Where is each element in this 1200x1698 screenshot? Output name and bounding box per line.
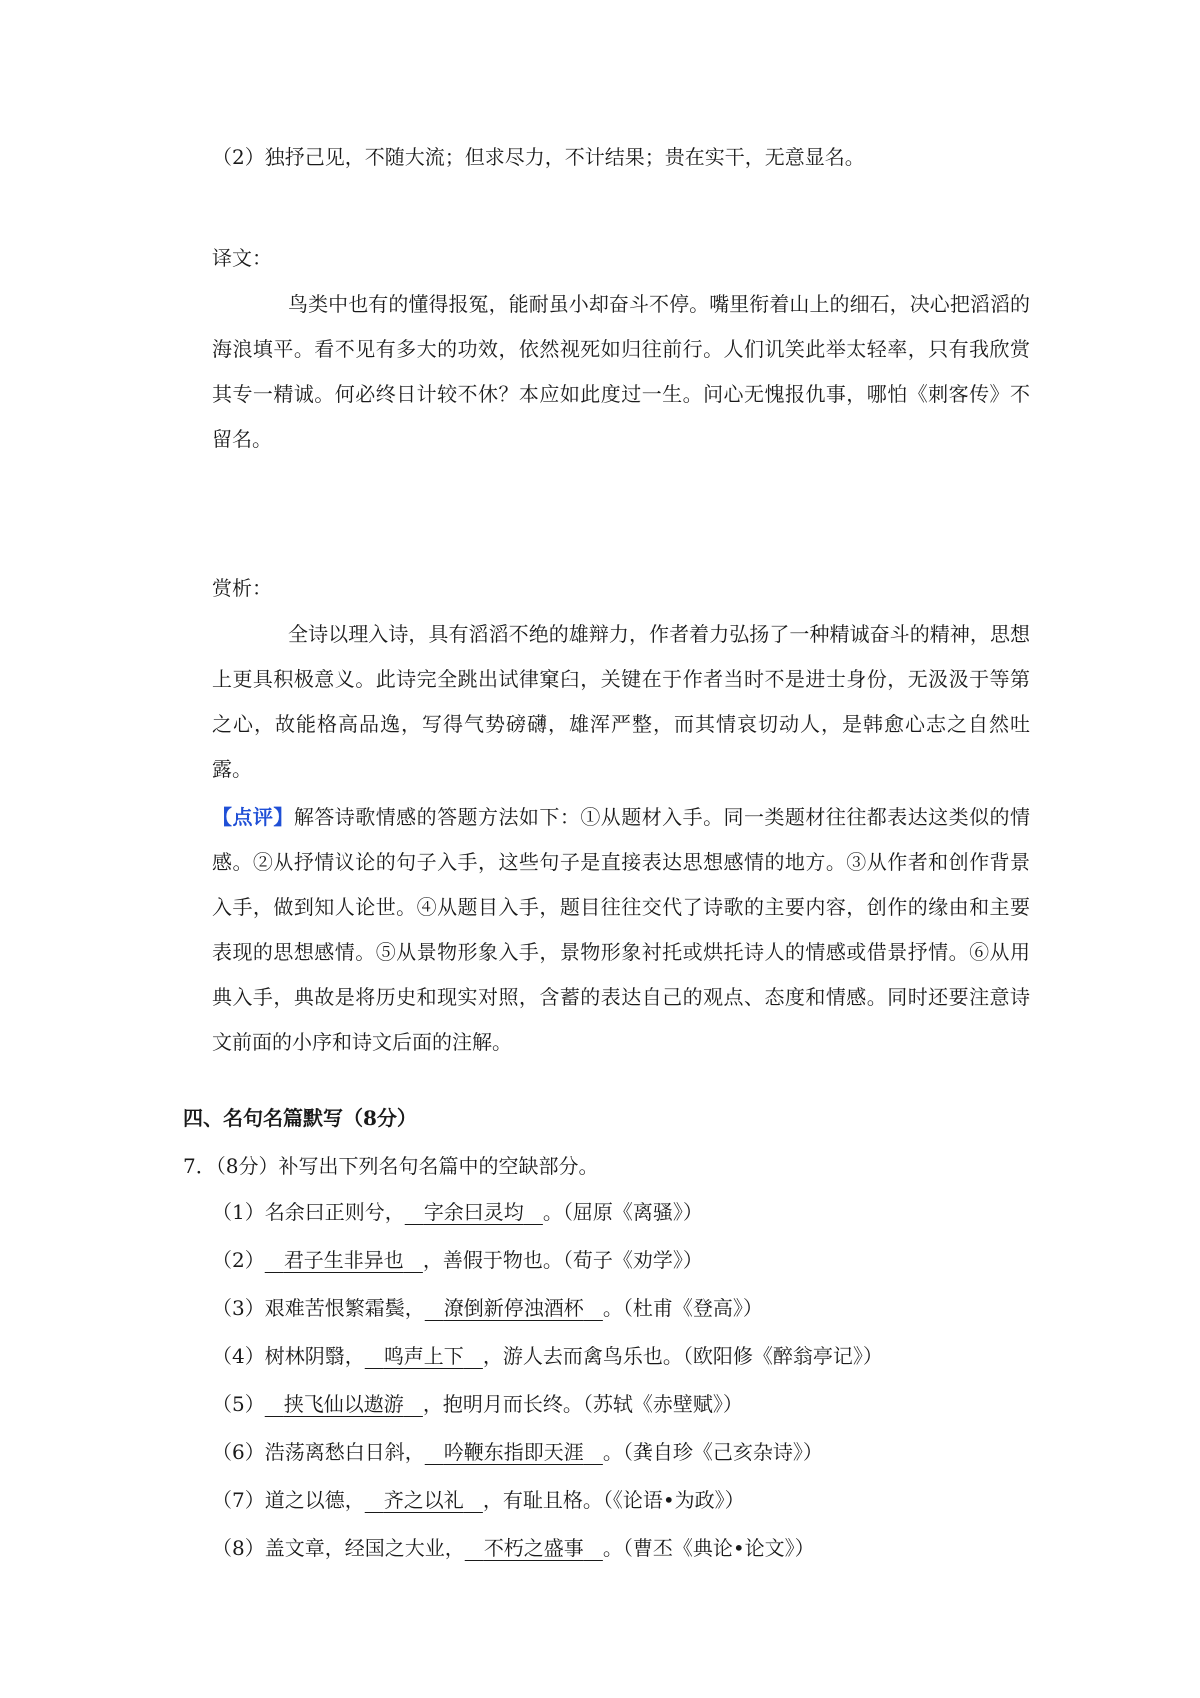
item-prefix: （1）名余曰正则兮， (212, 1200, 405, 1224)
item-answer: 齐之以礼 (383, 1488, 464, 1512)
item-answer-blank (365, 1344, 483, 1368)
fill-in-item (212, 1342, 883, 1370)
translation-label: 译文： (212, 246, 272, 270)
item-suffix: 。（龚自珍《己亥杂诗》） (602, 1440, 823, 1464)
item-answer-blank (365, 1488, 483, 1512)
fill-in-item (212, 1534, 815, 1562)
appreciation-label: 赏析： (212, 576, 272, 600)
item-suffix: ，有耻且格。（《论语•为政》） (482, 1488, 745, 1512)
item-answer-blank (405, 1200, 543, 1224)
item-prefix: （2） (212, 1248, 265, 1272)
item-prefix: （4）树林阴翳， (212, 1344, 365, 1368)
translation-body: 鸟类中也有的懂得报冤，能耐虽小却奋斗不停。嘴里衔着山上的细石，决心把滔滔的海浪填平。看不见有多大的功效，依然视死如归往前行。人们讥笑此举太轻率，只有我欣赏其专一精诚。何必终日计较不休？本应如此度过一生。问心无愧报仇事，哪怕《刺客传》不留名。 (212, 292, 1030, 451)
fill-in-item (212, 1438, 823, 1466)
translation-text (212, 282, 1030, 462)
item-answer-blank (465, 1536, 603, 1560)
fill-in-item (212, 1198, 703, 1226)
question-title: 7．（8分）补写出下列名句名篇中的空缺部分。 (183, 1154, 599, 1178)
item-answer-blank (425, 1440, 603, 1464)
appreciation-body: 全诗以理入诗，具有滔滔不绝的雄辩力，作者着力弘扬了一种精诚奋斗的精神，思想上更具积极意义。此诗完全跳出试律窠臼，关键在于作者当时不是进士身份，无汲汲于等第之心，故能格高品逸，写得气势磅礴，雄浑严整，而其情哀切动人，是韩愈心志之自然吐露。 (212, 622, 1030, 781)
item-answer-blank (425, 1296, 603, 1320)
item-suffix: ，抱明月而长终。（苏轼《赤壁赋》） (422, 1392, 743, 1416)
item-suffix: ，善假于物也。（荀子《劝学》） (422, 1248, 703, 1272)
item-answer: 君子生非异也 (283, 1248, 404, 1272)
comment-tag: 【点评】 (212, 805, 294, 829)
item-suffix: ，游人去而禽鸟乐也。（欧阳修《醉翁亭记》） (482, 1344, 883, 1368)
item-suffix: 。（杜甫《登高》） (602, 1296, 763, 1320)
fill-in-item (212, 1294, 763, 1322)
item-prefix: （7）道之以德， (212, 1488, 365, 1512)
answer-item-2: （2）独抒己见，不随大流；但求尽力，不计结果；贵在实干，无意显名。 (212, 145, 865, 169)
item-suffix: 。（曹丕《典论•论文》） (602, 1536, 815, 1560)
appreciation-text (212, 612, 1030, 792)
item-answer: 不朽之盛事 (483, 1536, 584, 1560)
item-prefix: （5） (212, 1392, 265, 1416)
fill-in-item (212, 1390, 743, 1418)
item-answer: 字余曰灵均 (423, 1200, 524, 1224)
fill-in-item (212, 1246, 703, 1274)
item-answer: 吟鞭东指即天涯 (443, 1440, 584, 1464)
item-answer: 挟飞仙以遨游 (283, 1392, 404, 1416)
item-answer: 潦倒新停浊酒杯 (443, 1296, 584, 1320)
item-prefix: （8）盖文章，经国之大业， (212, 1536, 465, 1560)
item-prefix: （6）浩荡离愁白日斜， (212, 1440, 425, 1464)
item-suffix: 。（屈原《离骚》） (542, 1200, 703, 1224)
item-answer: 鸣声上下 (383, 1344, 464, 1368)
comment-block (212, 795, 1030, 1065)
item-prefix: （3）艰难苦恨繁霜鬓， (212, 1296, 425, 1320)
comment-body: 解答诗歌情感的答题方法如下：①从题材入手。同一类题材往往都表达这类似的情感。②从抒情议论的句子入手，这些句子是直接表达思想感情的地方。③从作者和创作背景入手，做到知人论世。④从题目入手，题目往往交代了诗歌的主要内容，创作的缘由和主要表现的思想感情。⑤从景物形象入手，景物形象衬托或烘托诗人的情感或借景抒情。⑥从用典入手，典故是将历史和现实对照，含蓄的表达自己的观点、态度和情感。同时还要注意诗文前面的小序和诗文后面的注解。 (212, 805, 1031, 1054)
item-answer-blank (265, 1392, 423, 1416)
item-answer-blank (265, 1248, 423, 1272)
section-heading: 四、名句名篇默写（8分） (183, 1106, 417, 1130)
fill-in-item (212, 1486, 745, 1514)
